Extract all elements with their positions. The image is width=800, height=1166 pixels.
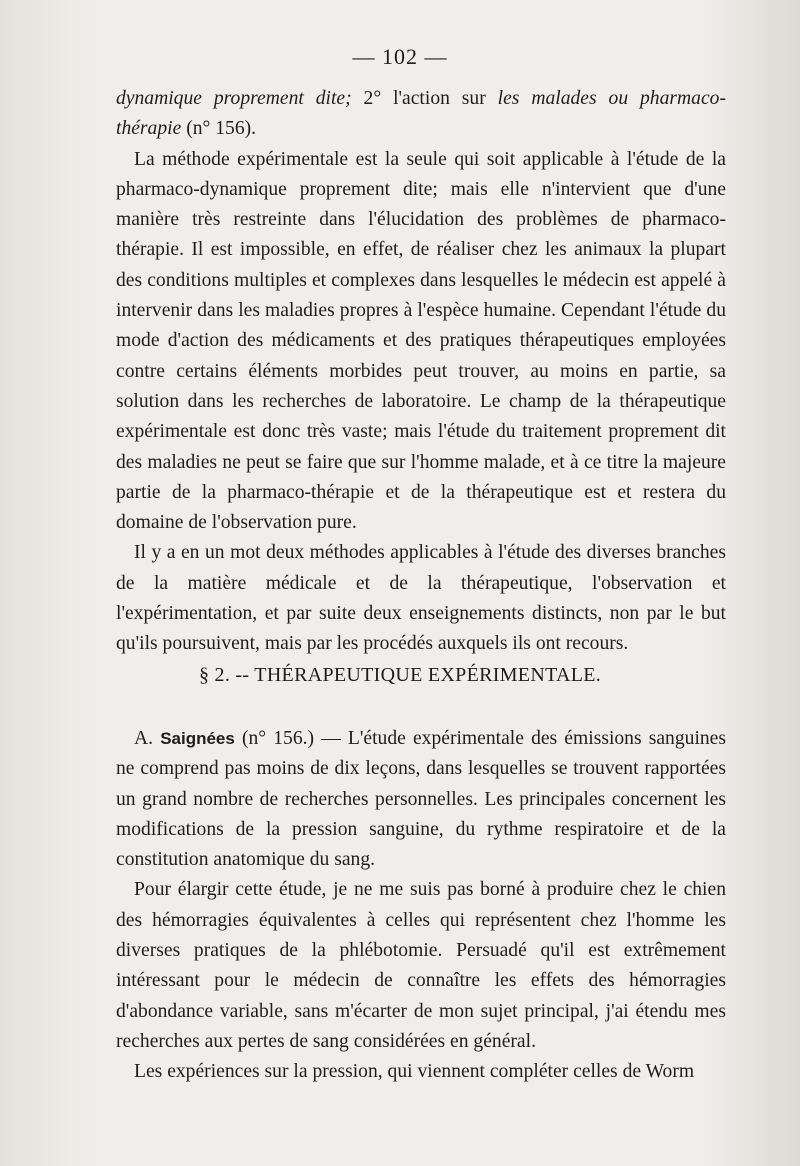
upper-text-block (116, 84, 726, 660)
page-number: — 102 — (352, 44, 448, 69)
paragraph-saignees (116, 724, 726, 875)
paragraph-saignees-text: (n° 156.) — L'étude expérimentale des émissions sanguines ne comprend pas moins de dix leçons, dans lesquelles se trouvent rapportées un grand nombre de recherches personnelles. Les principales concernent les modifications de la pression sanguine, du rythme respiratoire et de la constitution anatomique du sang. (116, 728, 727, 871)
lower-text-block (116, 724, 726, 1088)
paragraph-methode-experimentale: La méthode expérimentale est la seule qui soit applicable à l'étude de la pharmaco-dynamique proprement dite; mais elle n'intervient que d'une manière très restreinte dans l'élucidation des problèmes de pharmaco-thérapie. Il est impossible, en effet, de réaliser chez les animaux la plupart des conditions multiples et complexes dans lesquelles le médecin est appelé à intervenir dans les maladies propres à l'espèce humaine. Cependant l'étude du mode d'action des médicaments et des pratiques thérapeutiques employées contre certains éléments morbides peut trouver, au moins en partie, sa solution dans les recherches de laboratoire. Le champ de la thérapeutique expérimentale est donc très vaste; mais l'étude du traitement proprement dit des maladies ne peut se faire que sur l'homme malade, et à ce titre la majeure partie de la pharmaco-thérapie et de la thérapeutique est et restera du domaine de l'observation pure. (116, 148, 726, 534)
item-letter: A. (134, 728, 161, 749)
text-segment: 2° l'action sur (351, 88, 498, 109)
italic-phrase-dynamique: dynamique proprement dite; (116, 88, 352, 109)
paragraph-deux-methodes: Il y a en un mot deux méthodes applicables à l'étude des diverses branches de la matière médicale et de la thérapeutique, l'observation et l'expérimentation, et par suite deux enseignements distincts, non par le but qu'ils poursuivent, mais par les procédés auxquels ils ont recours. (116, 542, 726, 655)
paragraph-elargir: Pour élargir cette étude, je ne me suis pas borné à produire chez le chien des hémorragies équivalentes à celles qui représentent chez l'homme les diverses pratiques de la phlébotomie. Persuadé qu'il est extrêmement intéressant pour le médecin de connaître les effets des hémorragies d'abondance variable, sans m'écarter de mon sujet principal, j'ai étendu mes recherches aux pertes de sang considérées en général. (116, 879, 726, 1052)
section-heading: § 2. -- THÉRAPEUTIQUE EXPÉRIMENTALE. (198, 664, 602, 686)
italic-phrase-malades: les malades ou pharmaco-thérapie (116, 88, 726, 140)
paragraph-continuation (116, 84, 726, 145)
item-title-saignees: Saignées (160, 729, 235, 748)
paragraph-experiences-pression: Les expériences sur la pression, qui viennent compléter celles de Worm (134, 1061, 695, 1083)
text-segment: (n° 156). (181, 118, 257, 140)
